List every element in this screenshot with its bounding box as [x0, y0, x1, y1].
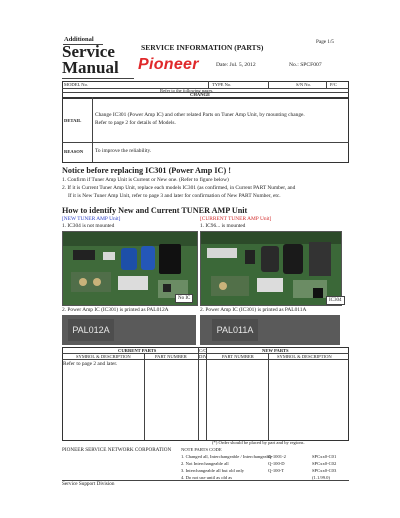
note-line-1-extra: SPCxx0-C01 [312, 454, 337, 459]
reason-label: REASON [64, 149, 84, 154]
doc-title: SERVICE INFORMATION (PARTS) [141, 43, 264, 52]
service-manual-title-2: Manual [62, 58, 119, 77]
page-number: Page 1/5 [316, 39, 335, 45]
new-chip-marking: PAL012A [68, 319, 114, 341]
detail-label: DETAIL [64, 118, 82, 123]
change-label: CHANGE [190, 92, 211, 97]
col-symbol-desc-2: SYMBOL & DESCRIPTION [277, 354, 332, 359]
footer-dept: Service Support Division [62, 481, 115, 487]
notice-item-1: 1. Confirm if Tuner Amp Unit is Current or New one. (Refer to figure below) [62, 177, 229, 183]
col-part-number: PART NUMBER [155, 354, 187, 359]
new-chip-photo [62, 315, 196, 345]
reason-text: To improve the reliability. [95, 148, 152, 154]
footer-note: (*) Order should be placed by part and by regions. [212, 440, 305, 445]
detail-label-col [92, 97, 93, 162]
note-parts-code-header: NOTE PARTS CODE [181, 447, 222, 452]
additional-label: Additional [64, 36, 94, 43]
header-divider [62, 78, 134, 79]
notice-item-2b: If it is New Tuner Amp Unit, refer to page 3 and later for confirmation of New PART Number, etc. [68, 193, 281, 199]
current-unit-note: 1. IC96... is mounted [200, 223, 246, 229]
info-col-2 [268, 81, 269, 88]
serial-label: S/N No. [296, 82, 312, 87]
note-line-4-extra: (1.1.99.0) [312, 475, 330, 480]
doc-date: Date: Jul. 5, 2012 [216, 62, 256, 68]
ic304-callout: IC304 [326, 296, 345, 305]
current-unit-photo [200, 231, 342, 306]
detail-text: Change IC301 (Power Amp IC) and other related Parts on Tuner Amp Unit, by mounting change. [95, 112, 305, 118]
parts-col-1 [144, 353, 145, 440]
note-line-2-extra: SPCxx0-C02 [312, 461, 337, 466]
note-line-4: 4. Do not use until as old as [181, 475, 233, 480]
type-label: TYPE No. [212, 82, 232, 87]
parts-row-1: Refer to page 2 and later. [63, 361, 118, 367]
doc-number: No.: SPCF007 [289, 62, 322, 68]
new-unit-note: 1. IC304 is not mounted [62, 223, 115, 229]
pc-label: P/C [330, 82, 337, 87]
notice-heading: Notice before replacing IC301 (Power Amp IC) ! [62, 166, 231, 175]
notice-item-2: 2. If it is Current Tuner Amp Unit, replace each models IC301 (as confirmed, in Current PART Number, and [62, 185, 296, 191]
col-symbol-desc: SYMBOL & DESCRIPTION [76, 354, 131, 359]
info-col-3 [326, 81, 327, 88]
note-line-2-code: Q-100-D [268, 461, 285, 466]
note-line-3-extra: SPCxx0-C03 [312, 468, 337, 473]
model-label: MODEL No. [64, 82, 89, 87]
footer-company: PIONEER SERVICE NETWORK CORPORATION [62, 447, 172, 453]
info-col-1 [208, 81, 209, 88]
current-chip-marking: PAL011A [212, 319, 258, 341]
detail-reason-divider [62, 142, 349, 143]
current-print-note: 2. Power Amp IC (IC301) is printed as PAL011A [200, 307, 307, 313]
parts-col-2 [198, 347, 199, 440]
col-part-number-2: PART NUMBER [222, 354, 254, 359]
identify-heading: How to identify New and Current TUNER AMP Unit [62, 206, 248, 215]
service-manual-title: Service [62, 42, 115, 61]
parts-col-4 [268, 353, 269, 440]
footer-rule [62, 480, 349, 481]
cc-header: C/C [199, 348, 207, 353]
current-chip-photo [200, 315, 340, 345]
note-line-3-code: Q-100-T [268, 468, 285, 473]
current-parts-header: CURRENT PARTS [118, 348, 157, 353]
parts-col-3 [206, 347, 207, 440]
pioneer-logo: Pioneer [138, 56, 199, 73]
new-print-note: 2. Power Amp IC (IC301) is printed as PAL012A [62, 307, 169, 313]
detail-text-2: Refer to page 2 for details of Models. [95, 120, 176, 126]
note-line-1-code: Q-1001-2 [268, 454, 286, 459]
refer-text: Refer to the following pages. [160, 88, 214, 93]
note-line-3: 3. Interchangeable all but old only [181, 468, 245, 473]
no-ic-callout: No IC [175, 294, 193, 303]
new-unit-tag: [NEW TUNER AMP Unit] [62, 216, 121, 222]
current-unit-tag: [CURRENT TUNER AMP Unit] [200, 216, 272, 222]
col-div: DIV [199, 354, 208, 359]
new-parts-header: NEW PARTS [262, 348, 289, 353]
note-line-1: 1. Changed all, Interchangeable / Interchangeable [181, 454, 273, 459]
note-line-2: 2. Not Interchangeable all [181, 461, 229, 466]
